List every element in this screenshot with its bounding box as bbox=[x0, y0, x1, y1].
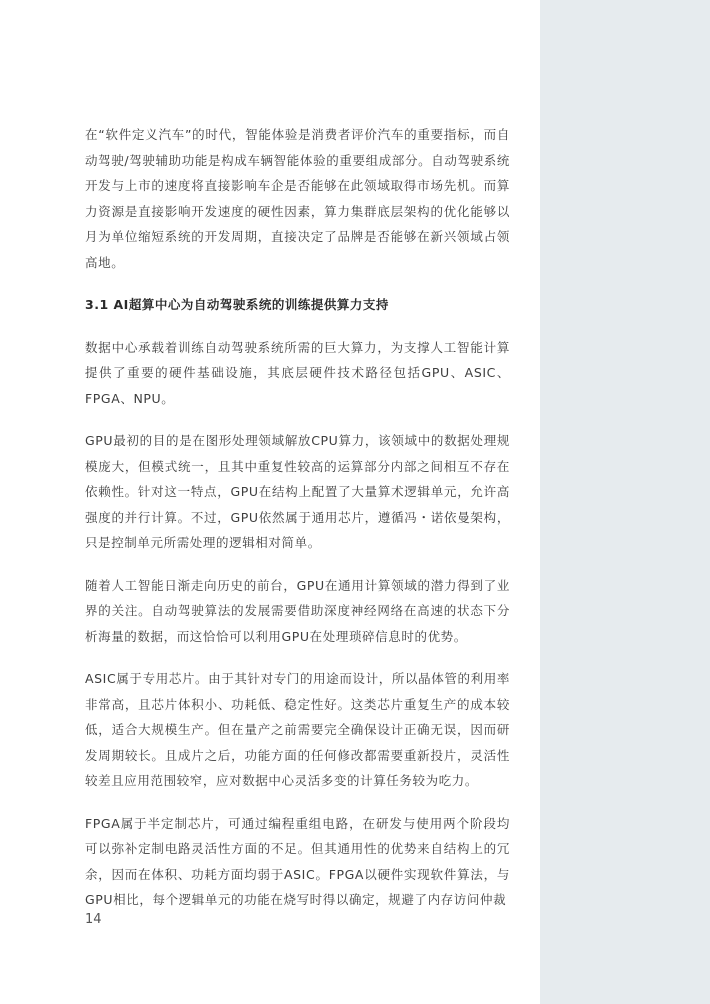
section-heading: 3.1 AI超算中心为自动驾驶系统的训练提供算力支持 bbox=[85, 297, 389, 312]
paragraph-asic: ASIC属于专用芯片。由于其针对专门的用途而设计，所以晶体管的利用率非常高，且芯片体积小、功耗低、稳定性好。这类芯片重复生产的成本较低，适合大规模生产。但在量产之前需要完全确保设计正确无误，因而研发周期较长。且成片之后，功能方面的任何修改都需要重新投片，灵活性较差且应用范围较窄，应对数据中心灵活多变的计算任务较为吃力。 bbox=[85, 671, 510, 788]
paragraph-fpga: FPGA属于半定制芯片，可通过编程重组电路，在研发与使用两个阶段均可以弥补定制电路灵活性方面的不足。但其通用性的优势来自结构上的冗余，因而在体积、功耗方面均弱于ASIC。FPGA以硬件实现软件算法，与GPU相比，每个逻辑单元的功能在烧写时得以确定，规避了内存访问仲裁 bbox=[85, 815, 510, 907]
intro-paragraph: 在“软件定义汽车”的时代，智能体验是消费者评价汽车的重要指标，而自动驾驶/驾驶辅助功能是构成车辆智能体验的重要组成部分。自动驾驶系统开发与上市的速度将直接影响车企是否能够在此领域取得市场先机。而算力资源是直接影响开发速度的硬性因素，算力集群底层架构的优化能够以月为单位缩短系统的开发周期，直接决定了品牌是否能够在新兴领域占领高地。 bbox=[85, 127, 510, 270]
paragraph-ai-gpu: 随着人工智能日渐走向历史的前台，GPU在通用计算领域的潜力得到了业界的关注。自动驾驶算法的发展需要借助深度神经网络在高速的状态下分析海量的数据，而这恰恰可以利用GPU在处理琐碎信息时的优势。 bbox=[85, 577, 510, 644]
paragraph-gpu: GPU最初的目的是在图形处理领域解放CPU算力，该领域中的数据处理规模庞大，但模式统一，且其中重复性较高的运算部分内部之间相互不存在依赖性。针对这一特点，GPU在结构上配置了大量算术逻辑单元，允许高强度的并行计算。不过，GPU依然属于通用芯片，遵循冯・诺依曼架构，只是控制单元所需处理的逻辑相对简单。 bbox=[85, 433, 510, 550]
paragraph-data-center: 数据中心承载着训练自动驾驶系统所需的巨大算力，为支撑人工智能计算提供了重要的硬件基础设施，其底层硬件技术路径包括GPU、ASIC、FPGA、NPU。 bbox=[85, 339, 510, 406]
side-panel bbox=[540, 0, 710, 1004]
document-body bbox=[85, 122, 510, 930]
page-number: 14 bbox=[85, 912, 102, 927]
